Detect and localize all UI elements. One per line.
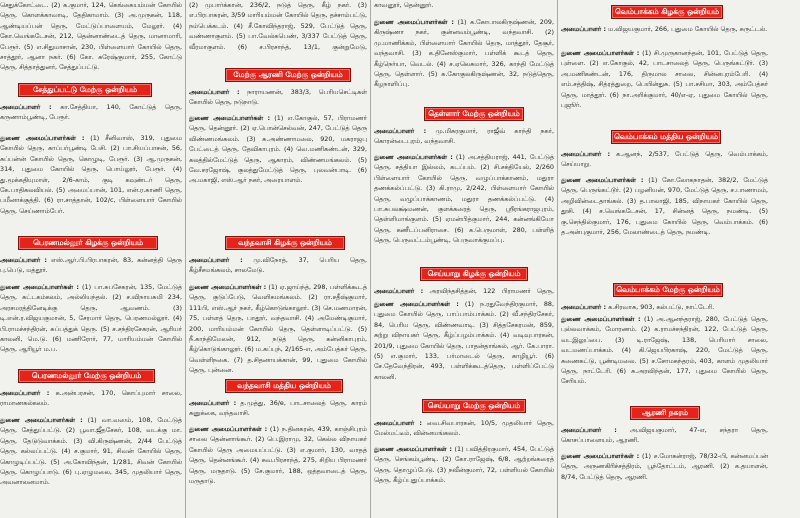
organizer-entry bbox=[0, 388, 182, 409]
deputies-label: துணை அமைப்பாளர்கள் : bbox=[374, 18, 454, 26]
deputies-entry bbox=[374, 444, 554, 518]
organizer-entry bbox=[561, 425, 768, 446]
organizer-entry bbox=[189, 87, 367, 108]
organizer-details: வை.சிவபாரகன், 10/5, முதலியார் தெரு, மேல்மட்டீம், வின்னமங்கலம். bbox=[374, 419, 554, 438]
deputies-details: (1) ஏ.ஜாய்ந்த், 298, பள்ளிக்கூடத் தெரு, குடுப்பேடு, வெளிகமங்கலம். (2) ரா.சதீஷ்குமார், 111பி, எஸ்.ஆர் நகர், கீழ்கொடுங்காலூர். (3) செ.மணமாரன், 75, பள்ளத் தெரு, பாதூர், வந்தவாசி. (4) அமேண்டிகுமார், 200, மாரியம்மன் கோயில் தெரு, தெள்ளாடிப்பட்டு. (5) நீ.காந்திமேலன், 912, நடுத் தெரு, கன்னிகாபுரம், கீழ்கொடுங்காலூர். (6) ம.கப்புந், 2/165-எ, அம்பேத்கர் தெரு, வெள்ளிநகை. (7) த.சிதனாயக்கான், 99, புதுமை கோயில் தெரு, புன்னை. bbox=[189, 283, 367, 375]
organizer-entry bbox=[0, 102, 182, 123]
section-heading: வந்தவாசி கிழக்கு ஒன்றியம் bbox=[225, 236, 345, 250]
continued-text bbox=[0, 0, 182, 78]
organizer-label: அமைப்பாளர் : bbox=[561, 150, 610, 158]
organizer-label: அமைப்பாளர் : bbox=[0, 256, 47, 264]
deputies-label: துணை அமைப்பாளர்கள் : bbox=[561, 452, 640, 460]
deputies-entry bbox=[189, 424, 367, 518]
deputies-label: துணை அமைப்பாளர்கள் : bbox=[374, 445, 452, 453]
deputies-label: துணை அமைப்பாளர்கள் : bbox=[374, 300, 459, 308]
deputies-details: (1) ந.ரதுவேந்திரகுமார், 88, புதுமை கோயில் தெரு, பாப்பாம்பாக்கம். (2) வீ.சந்திரசேகர், 84, பெரிய தெரு, விண்ணவாடி. (3) சித்தசேகரமன், 859, சுற்று விநாயகர் தெரு, கீழ்ப்பழம்பாக்கம். (4) வடிவுபாரகன், 201/9, புதுமை கோயில் தெரு, பாதன்தாங்கல், ஆர். கே.பாரா. (5) எ.குமார், 133, பர்மாடைல் தெரு, காழியூர். (6) சே.தேவேந்திரன், 493, பள்ளிக்கூடத்தெரு, பள்ளிப்பேட்டு காலனி. bbox=[374, 300, 554, 381]
deputies-entry bbox=[189, 282, 367, 376]
organizer-entry bbox=[0, 255, 182, 276]
column-2 bbox=[189, 0, 367, 518]
section-heading: வெம்பாக்கம் மேற்கு ஒன்றியம் bbox=[613, 283, 723, 297]
organizer-details: எஸ்.ஆர்.பி.பிரபாகரன், 83, கன்னத்தி தெரு பு.பெடு, மத்தூர். bbox=[0, 256, 182, 275]
organizer-entry bbox=[189, 255, 367, 276]
organizer-label: அமைப்பாளர் : bbox=[189, 256, 243, 264]
organizer-details: அ.விஜயகுமார், 47-எ, சந்தரா தெரு, கொசப்பாளையம், ஆரணி. bbox=[561, 426, 768, 445]
organizer-details: மு.விநோத், 37, பெரிய தெரு, கீழ்சீசமங்கலம், சாலமேடு. bbox=[189, 256, 367, 275]
column-1 bbox=[0, 0, 182, 518]
deputies-details: (1) ந.தினகரன், 439, காஞ்சிபுரம் சாலை தென்னாங்கூர். (2) பெ.இராமு, 32, கெல்ல விநாயகர் கோயில் தெரு அமையப்பட்டு. (3) எ.குமார், 130, வாதத் தெரு, தென்னங்கூர். (4) சுவ.பிரசாந்த், 275, சிறிய பிராமணர் தெரு, மருதாடு. (5) சே.குமார், 188, ஒத்தவாடைத் தெரு, மருதாடு. bbox=[189, 425, 367, 486]
organizer-entry bbox=[374, 126, 554, 147]
deputies-label: துணை அமைப்பாளர்கள் : bbox=[0, 134, 85, 142]
organizer-details: அரவிந்தசித்தன், 122 பிராமணர் தெரு, bbox=[429, 287, 554, 295]
column-divider bbox=[185, 0, 186, 518]
organizer-entry bbox=[189, 398, 367, 419]
organizer-entry bbox=[561, 149, 768, 170]
deputies-entry bbox=[0, 415, 182, 518]
organizer-label: அமைப்பாளர் : bbox=[561, 426, 617, 434]
deputies-details: (1) ச.மோகன்ராஜ், 78/32-பி, கன்னமப்பன் தெரு, அருணகிரிச்சத்திரம், பூந்தோட்டம், ஆரணி. (2) க.தயாளன், 8/74, பேட்டுத் தெரு, ஆரணி. bbox=[561, 452, 768, 481]
deputies-entry bbox=[0, 282, 182, 365]
organizer-details: க.ஆனந், 2/537, பேட்டுத் தெரு, வெம்பாக்கம், செய்யாறு. bbox=[561, 150, 768, 169]
deputies-details: (1) சி.முருகானந்தன், 101, பேட்டுத் தெரு, புள்ளை. (2) எ.கோகுல், 42, பாடசாலைத் தெரு, பெருங்கட்டூர். (3) அ.மணிகண்டன், 176, திருமால சாலை, சின்னபுரம்பேரி. (4) எம்.சத்திஷ், சித்ரத்துறை, பெயின்துசு. (5) பா.சசிமா, 303, அம்பேத்கர் தெரு, மாத்தூர். (6) நா.அரிக்குமார், 40/எ-ஏ, புதுமை கோயில் தெரு, புஜூர். bbox=[561, 49, 768, 110]
deputies-label: துணை அமைப்பாளர்கள் : bbox=[374, 153, 453, 161]
column-3 bbox=[374, 0, 554, 518]
continued-text-body: செதுக்கோட்டை. (2) க.குமார், 124, கெங்கையம்மன் கோயில் தெரு, கொளக்காவாடி, தேதிகாமாம். (3) அ.முருகன், 118, ஆண்டியப்பன் தெரு, மேட்டுப்பாளையம், மேலூர். (4) கோ.வெங்கடேசன், 212, தென்னாண்டைத் தெரு, மானாமாரி, பேரூர். (5) எ.சிதுமாசான், 230, பிள்ளையார் கோயில் தெரு, சாத்தூர், ஆனா நகர். (6) கோ. சுரேஷ்குமார், 255, கோட்டு தெரு, சித்தாத்துனர், சேத்துப்பட்டு. bbox=[0, 1, 182, 72]
organizer-entry bbox=[374, 418, 554, 439]
deputies-details: (1) கோ.லோகநாதன், 382/2, மேட்டுத் தெரு, பெருங்கட்டூர். (2) பழனியன், 970, மேட்டுத் தெரு, ச.பாணாமம், அழிவின்டைதாங்கல். (3) த.பாலாஜி, 185, விநாயகர் கோயில் தெரு, தூசி. (4) ச.வெங்கடேசன், 17, சின்னத் தெரு, நமண்டி. (5) கு.செந்தில்குமார், 176, புதுமை கோயில் தெரு, வெம்பாக்கம். (6) த.அன்புகுமார், 256, மேலாண்டைத் தெரு, நமண்டி. bbox=[561, 176, 768, 237]
deputies-details: (1) சீனிவாஸ், 319, புதுமை கோயில் தெரு, காப்பர்பூண்டி பேசி. (2) பா.சியப்பாசன், 56, சுப்பன்ன் கோயில் தெரு, கொழுடி, பேரூர். (3) ஆ.முருகன், 314, புதுமை கோயில் தெரு, பொய்லூர், பேரூர். (4) து.மூக்கதியுமாள், 2/6-காம், குடி கவுண்டர் தெரு, கே.பாதிகலவியல். (5) அமைப்பான், 101, என்.ர.காணி தெரு, பமீனாக்குத்தி. (6) ரா.சாத்தான், 102/c, பிள்ளையார் கோயில் தெரு, செய்ணாம்பேர். bbox=[0, 134, 182, 215]
deputies-entry bbox=[0, 133, 182, 227]
deputies-label: துணை அமைப்பாளர்கள் : bbox=[561, 49, 640, 57]
organizer-label: அமைப்பாளர் : bbox=[189, 88, 240, 96]
section-heading: தெள்ளார் மேற்கு ஒன்றியம் bbox=[424, 107, 524, 121]
deputies-label: துணை அமைப்பாளர்கள் : bbox=[189, 114, 271, 122]
organizer-label: அமைப்பாளர் : bbox=[561, 303, 607, 311]
deputies-entry bbox=[374, 152, 554, 257]
organizer-details: த.முத்து, 36/e, பாடசாலைத் தெரு, காரம் சுனுக்கை, வந்தவாசி. bbox=[189, 399, 367, 418]
deputies-details: (1) க.கோபாலகிருஷ்ணன், 209, கிருஷ்ணா நகர், குன்னவம்பூண்டி, வந்தவாசி. (2) மு.மாணிக்கம், பிள்ளையார் கோயில் தெரு, மாத்தூர், தேசூர், வந்தவாசி. (3) க.தினேஸ்குமார், பள்ளிக் கூடத் தெரு, கீழ்நெர்யா, வெடல். (4) ச.ஏலெசுமார், 326, காந்தி மேட்டுத் தெரு, தெள்ளார். (5) சு.கோகுலகிருஷ்ணன், 32, நடுத்தெரு, கீழநாளிப்பு. bbox=[374, 18, 554, 89]
column-divider bbox=[557, 0, 558, 518]
deputies-details: (1) அ.ஆனந்தராஜ், 280, பேட்டுத் தெரு, புல்லவாக்கம், மோரணம். (2) க.ராமச்சந்திரன், 122, பேட்டுத் தெரு, வடஇலுப்பை. (3) டி.ராஜேஷ், 138, பெரியார் சாலை, வடமணப்பாக்கம். (4) கி.ஜெயபிரகாஷ், 220, மேட்டுத் தெரு, சுணைகட்டு, பூண்டிமலை. (5) ச.சோமசுந்தரம், 403, காளம் முதலியார் தெரு, நாட்டேரி. (6) சு.அரவிந்தன், 177, புதுமை கோயில் தெரு, சேரியம். bbox=[561, 315, 768, 386]
deputies-entry bbox=[374, 299, 554, 393]
organizer-label: அமைப்பாளர் : bbox=[0, 389, 50, 397]
continued-text bbox=[374, 0, 554, 11]
organizer-label: அமைப்பாளர் : bbox=[561, 25, 607, 33]
section-heading: வெம்பாக்கம் கிழக்கு ஒன்றியம் bbox=[611, 5, 723, 19]
deputies-details: (1) பவித்திரகுமார், 454, பேட்டுத் தெரு, செங்கம்பூண்டி. (2) கோ.ராஜேஷ், 6/8, ஆற்றங்கரைத் தெரு, தொழுப்பேடு. (3) நவீன்குமார், 72, பள்ளியல் கோயில் தெரு, கீழ்ப்புதுப்பாக்கம். bbox=[374, 445, 554, 485]
deputies-entry bbox=[189, 113, 367, 228]
section-heading: மேற்கு ஆரணி மேற்கு ஒன்றியம் bbox=[225, 68, 351, 82]
organizer-details: ம.விஜயகுமார், 266, புதுமை கோயில் தெரு, சுருட்டல். bbox=[608, 25, 768, 33]
organizer-details: கா.சேத்தியா, 140, கோட்டுத் தெரு, கருணாம்பூண்டி, பேரூர். bbox=[0, 103, 182, 122]
organizer-details: மு.மிசுரகுமார், ராஜீவ் காந்தி நகர், கொரன்டைபுரம், வந்தவாசி. bbox=[374, 127, 554, 146]
section-heading: வெம்பாக்கம் மத்திய ஒன்றியம் bbox=[611, 130, 721, 144]
organizer-entry bbox=[561, 24, 768, 45]
section-heading: பெரணமல்லூர் கிழக்கு ஒன்றியம் bbox=[18, 236, 158, 250]
column-divider bbox=[370, 0, 371, 518]
deputies-label: துணை அமைப்பாளர்கள் : bbox=[0, 416, 83, 424]
organizer-label: அமைப்பாளர் : bbox=[0, 103, 52, 111]
deputies-label: துணை அமைப்பாளர்கள் : bbox=[0, 283, 79, 291]
deputies-label: துணை அமைப்பாளர்கள் : bbox=[561, 176, 644, 184]
deputies-details: (1) எ.கோகுல், 57, பிராமணர் தெரு, தென்னூர். (2) ஏ.பொன்செல்வன், 247, பேட்டுத் தெரு விண்ணமங்கலம். (3) சு.அண்ணாமலை, 920, மகராஜபு பேட்டைத் தெரு, தேவிகாபுரம். (4) வெ.மணிகண்டன், 329, கலத்தில்மேட்டுத் தெரு, ஆகாரம், விண்ணமங்கலம். (5) வே.சரஜோஷ், குலத்துமேட்டுத் தெரு, புலவன்பாடி. (6) அ.மகாஜி, எஸ்.ஆர் நகர், அரையாளம். bbox=[189, 114, 367, 185]
section-heading: செய்யாறு கிழக்கு ஒன்றியம் bbox=[420, 267, 528, 281]
deputies-label: துணை அமைப்பாளர்கள் : bbox=[561, 315, 641, 323]
deputies-entry bbox=[561, 451, 768, 518]
deputies-details: (1) பா.சுபசேகரன், 135, மேட்டுத் தெரு, கட்டகம்கலம், அல்லியந்தல். (2) ச.விநாயசுமி 234, அரசமரத்தினேடிக்கு தெரு, ஆவணம். (3) டி.என்.ர.விஜயகுமான், 5, சேரமார் தெரு, பெரணமல்லூர். (4) பி.ராமச்சந்திரன், சுப்பத்துக் தெரு. (5) ச.சந்திரசேகரன், ஆரியர் காலனி, மெ.டு. (6) மணிரோர், 77, மாரியம்மன் கோயில் தெரு, ஆரியூர் ம.ப. bbox=[0, 283, 182, 354]
section-heading: ஆரணி நகரம் bbox=[630, 406, 700, 420]
organizer-label: அமைப்பாளர் : bbox=[374, 287, 424, 295]
continued-text-body: (2) முபார்க்கான், 236/2, நடுத் தெரு, கீழ் நகர். (3) எ.பிரபாகரன், 3/59 மாரியம்மன் கோயில் தெரு, தச்சாம்பட்டு, நம்பெக்கடம். (4) சீ.கோவிந்தராஜ், 529, பேட்டுத் தெரு, வண்ணாகுளம். (5) பா.வேல்கபெண், 3/337 பேட்டுத் தெரு, வீரமாகுளம். (6) ச.பிரசாந்த், 13/1, குன்றுமேடு, bbox=[189, 1, 367, 51]
deputies-details: (1) அ.சத்தியராஜ், 441, பேட்டுத் தெரு, சத்தியா இல்லம், கடப்பம். (2) சி.சக்தியேல், 2/260 பிள்ளையார் கோயில் தெரு, வழுப்பாக்காணம், மதுரா தணக்கல்ப்பட்டு. (3) கி.ராமு, 2/242, பிள்ளையார் கோயில் தெரு, வழுப்பாக்காணம், மதுரா தணக்கல்ப்பட்டு. (4) பா.சுபலக்ஷ்மணன், குளக்கரைத் தெரு, ஸ்ரீரங்கராஜபுரம், தெள்ளிமாங்குளம். (5) ஏமன்பித்குமார், 244, கன்னங்கியோ தெரு, கணீடப்பனிராசை. (6) க.பெருமாள், 280, பள்ளித் தெரு, பெருவட்டம்பூண்டி, பெருவாக்குமப்பு. bbox=[374, 153, 554, 245]
organizer-entry bbox=[561, 302, 768, 313]
section-heading: சேத்துப்பட்டு மேற்கு ஒன்றியம் bbox=[18, 83, 152, 97]
organizer-label: அமைப்பாளர் : bbox=[374, 127, 427, 135]
organizer-entry bbox=[374, 286, 554, 297]
organizer-details: க.அன்பரசன், 170, கொப்புமார் சாலை, ராமாணகல்கலம். bbox=[0, 389, 182, 408]
continued-text-body: காவனூர், தென்னூர். bbox=[374, 1, 434, 9]
organizer-label: அமைப்பாளர் : bbox=[374, 419, 422, 427]
organizer-details: க.சிரவாசு, 903, கல்பட்டு, நாட்டேரி. bbox=[608, 303, 715, 311]
section-heading: பெரணமல்லூர் மேற்கு ஒன்றியம் bbox=[18, 369, 155, 383]
section-heading: செய்யாறு மேற்கு ஒன்றியம் bbox=[422, 399, 526, 413]
column-4 bbox=[561, 0, 768, 518]
deputies-entry bbox=[561, 175, 768, 279]
deputies-details: (1) வா.வஸம், 108, மேட்டுத் தெரு, சேத்துப்பட்டு. (2) பூவா.ஜீதசேகர், 108, வடக்கு மா. தெரு, தேடுடுவாக்கம். (3) வி.கிருஷ்ணன், 2/44 பேட்டுத் தெரு, கல்லப்பட்டு. (4) ச.குமார், 91, சிவன் கோயில் தெரு, கொழுடிப்பட்டு. (5) அ.கோவிந்தன், 1/281, சிவன் கோயில் தெரு, கொழுப்பாடு. (6) பு.ஏழுமலை, 345, முதலியார் தெரு, அவனாலனமாம். bbox=[0, 416, 182, 487]
organizer-label: அமைப்பாளர் : bbox=[189, 399, 237, 407]
organizer-details: நாராயணன், 383/3, பெரியசெட்டிகள் கோயில் தெரு, நடுநாடு. bbox=[189, 88, 367, 107]
continued-text bbox=[189, 0, 367, 53]
deputies-label: துணை அமைப்பாளர்கள் : bbox=[189, 283, 267, 291]
deputies-entry bbox=[374, 17, 554, 101]
deputies-entry bbox=[561, 48, 768, 121]
deputies-label: துணை அமைப்பாளர்கள் : bbox=[189, 425, 268, 433]
deputies-entry bbox=[561, 314, 768, 398]
section-heading: வந்தவாசி மத்திய ஒன்றியம் bbox=[225, 379, 343, 393]
